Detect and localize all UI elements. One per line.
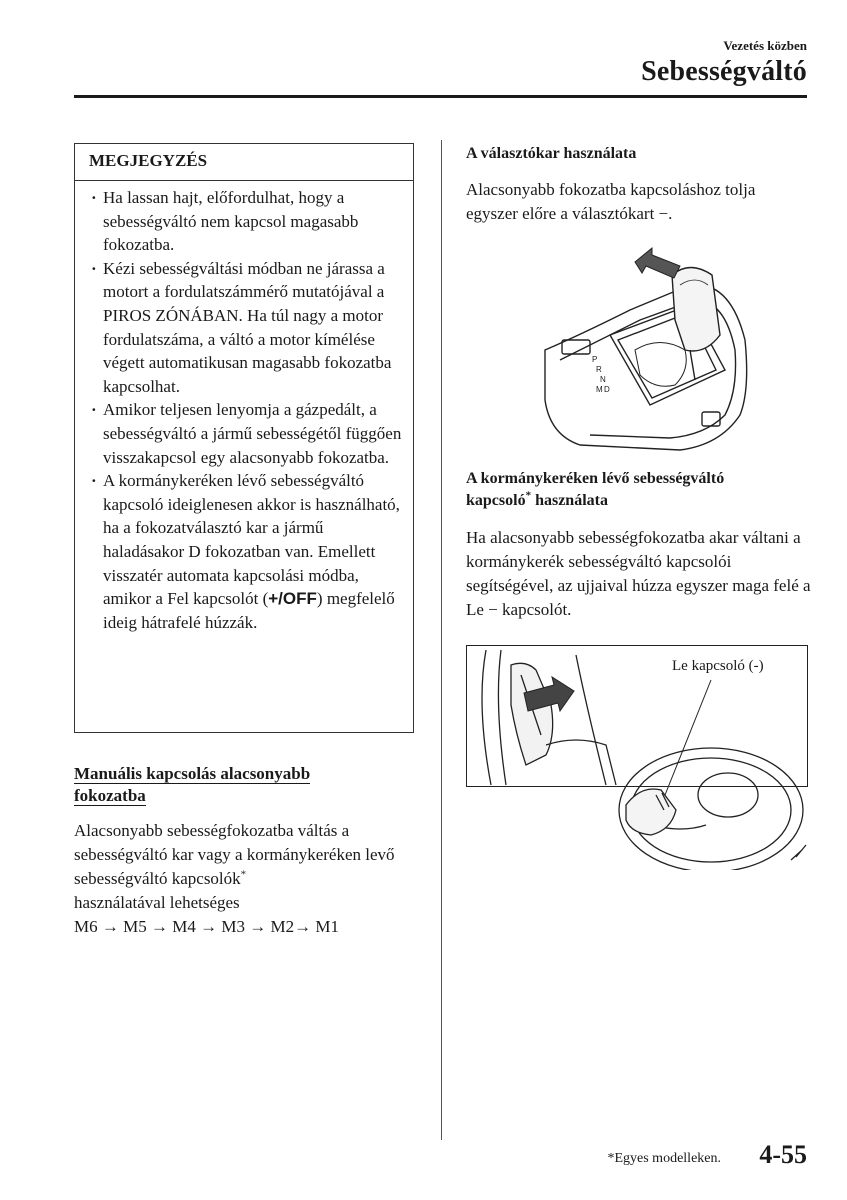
note-item: · Amikor teljesen lenyomja a gázpedált, a sebességváltó a jármű sebességétől függően visszakapcsol egy alacsonyabb fokozatba. [103, 398, 403, 469]
paddle-callout-label: Le kapcsoló (-) [672, 658, 764, 674]
note-item: · Kézi sebességváltási módban ne járassa a motort a fordulatszámmérő mutatójával a PIROS ZÓNÁBAN. Ha túl nagy a motor fordulatszáma, a váltó a motor kímélése végett automatikusan magasabb fokozatba kapcsolhat. [103, 257, 403, 399]
footnote: *Egyes modelleken. [607, 1151, 721, 1166]
manual-heading: Manuális kapcsolás alacsonyabb fokozatba [74, 764, 311, 805]
paddle-body: Ha alacsonyabb sebességfokozatba akar váltani a kormánykerék sebességváltó kapcsolói segítségével, az ujjaival húzza egyszer maga felé a Le − kapcsolót. [466, 528, 811, 619]
note-item: · Ha lassan hajt, előfordulhat, hogy a sebességváltó nem kapcsol magasabb fokozatba. [103, 186, 403, 257]
gate-label: N [600, 375, 606, 384]
note-box [74, 143, 414, 733]
note-title: MEGJEGYZÉS [75, 144, 413, 181]
paddle-heading: A kormánykeréken lévő sebességváltó kapcsoló* használata [466, 470, 725, 509]
forward-arrow-icon [635, 248, 680, 278]
gate-label: P [592, 355, 598, 364]
gate-label: M [596, 385, 603, 394]
note-item-text: A kormánykeréken lévő sebességváltó kapcsoló ideiglenesen akkor is használható, ha a fokozatválasztó kar a jármű haladásakor D fokozatban van. Emellett visszatér automata kapcsolási módba, amikor a Fel kapcsolót ( [103, 471, 400, 609]
plus-off-key: +/OFF [268, 589, 317, 609]
shift-lever-illustration [540, 240, 752, 455]
section-header: Vezetés közben [723, 38, 807, 53]
page-title: Sebességváltó [641, 56, 807, 87]
selector-body: Alacsonyabb fokozatba kapcsoláshoz tolja egyszer előre a választókart −. [466, 180, 756, 223]
asterisk-mark: * [240, 868, 247, 881]
gear-sequence: M6 → M5 → M4 → M3 → M2→ M1 [74, 917, 339, 936]
paddle-illustration [466, 645, 808, 870]
note-list [75, 181, 413, 634]
header-rule [74, 95, 807, 98]
gate-label: D [604, 385, 610, 394]
gate-label: R [596, 365, 602, 374]
page-number: 4-55 [759, 1140, 807, 1169]
note-item-text-end: ) megfelelő ideig hátrafelé húzzák. [103, 589, 395, 632]
asterisk-mark: * [525, 489, 532, 502]
selector-heading: A választókar használata [466, 145, 637, 162]
manual-body: Alacsonyabb sebességfokozatba váltás a sebességváltó kar vagy a kormánykeréken levő sebességváltó kapcsolók* használatával lehetséges [74, 821, 395, 912]
column-divider [441, 140, 442, 1140]
note-item [103, 469, 403, 634]
